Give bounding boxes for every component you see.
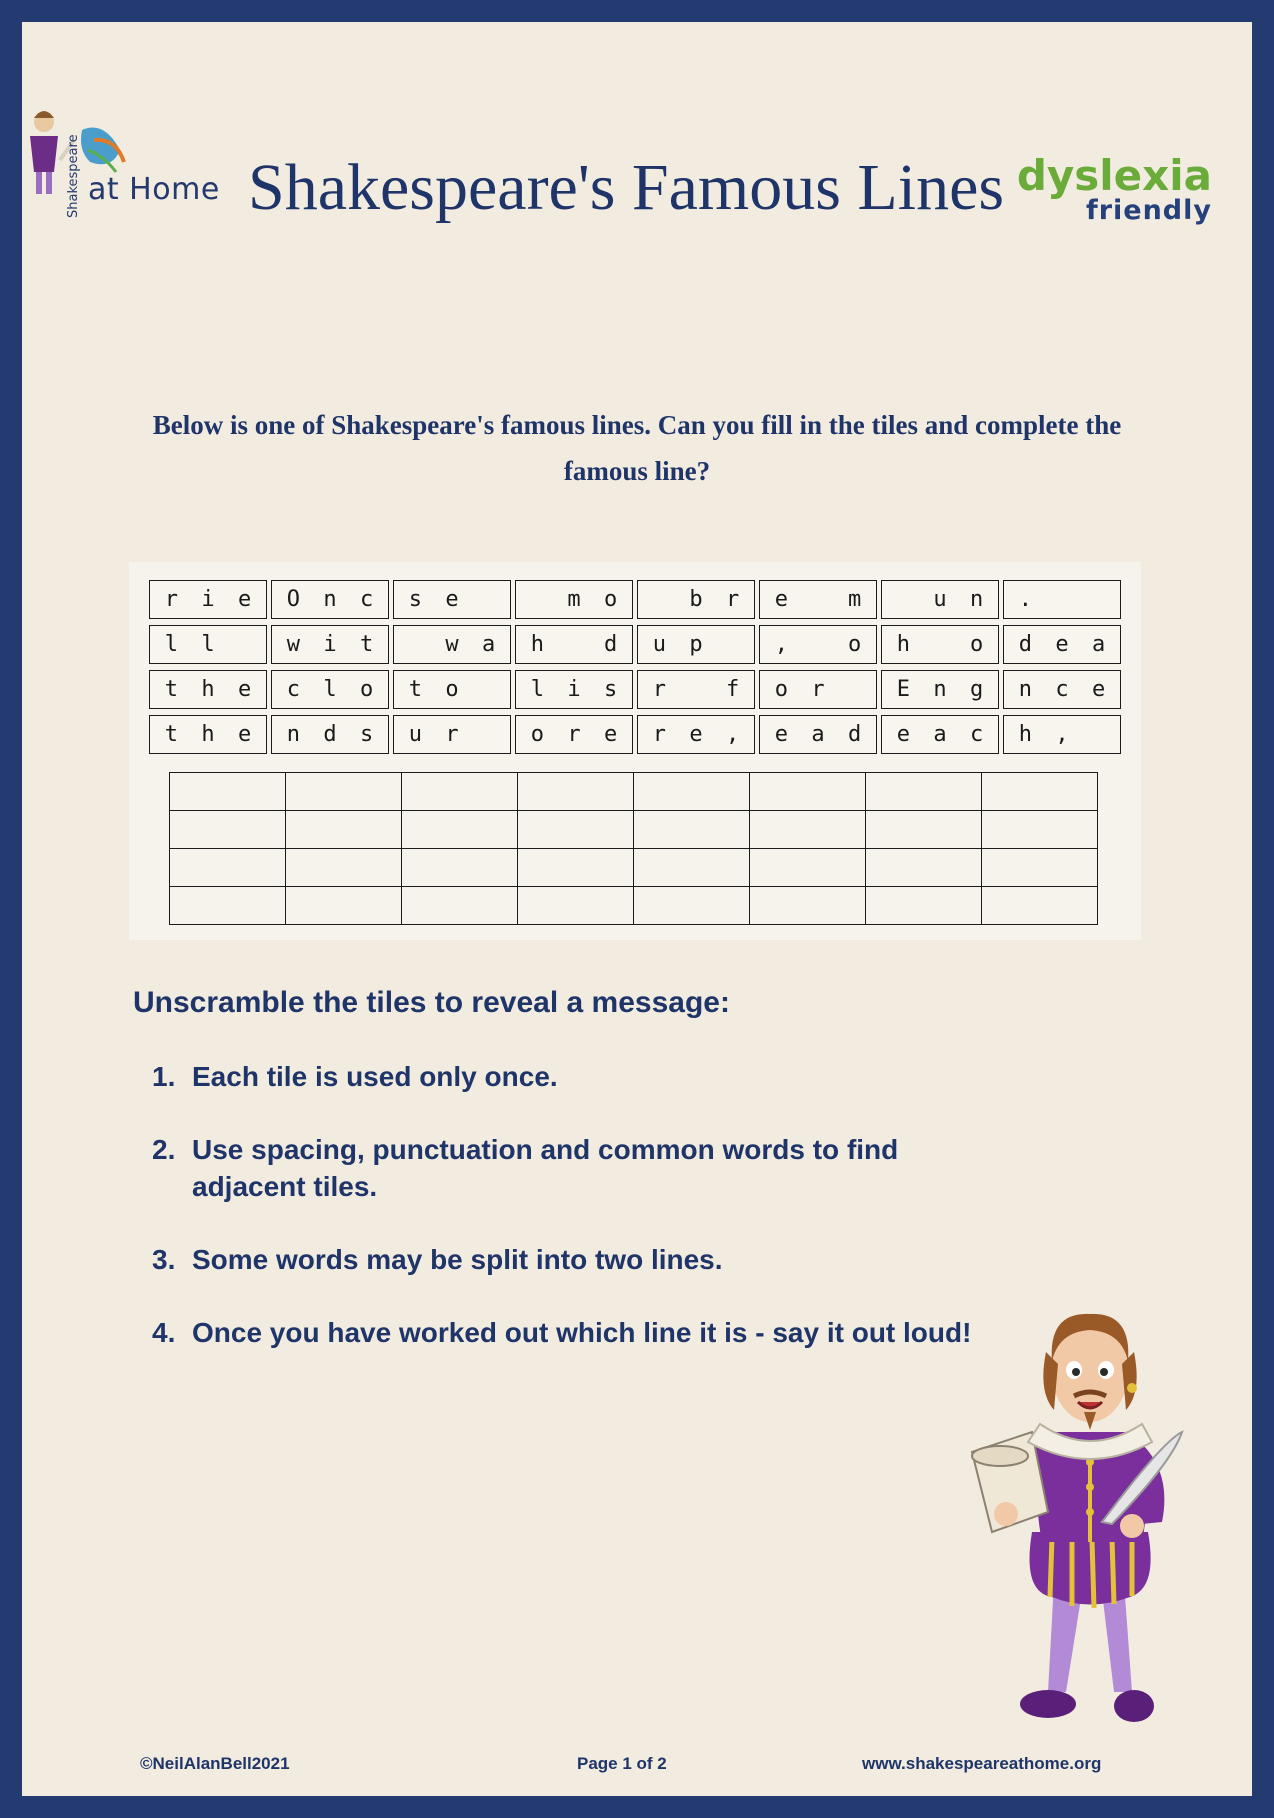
instructions-list	[152, 1058, 972, 1387]
letter-tile[interactable]	[393, 715, 511, 754]
letter-tile[interactable]	[881, 580, 999, 619]
answer-cell[interactable]	[634, 773, 750, 811]
tile-letter: t	[408, 677, 422, 702]
answer-cell[interactable]	[518, 887, 634, 925]
answer-cell[interactable]	[866, 811, 982, 849]
answer-cell[interactable]	[402, 849, 518, 887]
tile-letter: h	[201, 722, 215, 747]
shakespeare-character-illustration	[962, 1292, 1222, 1732]
tile-letter: e	[774, 587, 788, 612]
answer-cell[interactable]	[982, 887, 1098, 925]
instruction-number: 2.	[152, 1134, 176, 1165]
tile-letter: s	[408, 587, 422, 612]
answer-row	[170, 811, 1098, 849]
answer-cell[interactable]	[286, 849, 402, 887]
tile-letter: r	[445, 722, 459, 747]
letter-tile[interactable]	[1003, 715, 1121, 754]
tile-letter: d	[1018, 632, 1032, 657]
letter-tile[interactable]	[881, 715, 999, 754]
tile-letter: p	[689, 632, 703, 657]
tile-letter: h	[896, 632, 910, 657]
answer-cell[interactable]	[170, 849, 286, 887]
tile-letter: e	[238, 722, 252, 747]
tile-letter: n	[970, 587, 984, 612]
tile-letter: r	[567, 722, 581, 747]
answer-cell[interactable]	[518, 773, 634, 811]
letter-tile[interactable]	[515, 580, 633, 619]
shakespeare-figure-icon	[24, 100, 252, 230]
letter-tile[interactable]	[637, 580, 755, 619]
instruction-number: 1.	[152, 1061, 176, 1092]
tile-letter: e	[1055, 632, 1069, 657]
instruction-text: Once you have worked out which line it is - say it out loud!	[192, 1317, 972, 1348]
answer-cell[interactable]	[982, 849, 1098, 887]
letter-tile[interactable]	[515, 715, 633, 754]
tile-letter: l	[323, 677, 337, 702]
answer-cell[interactable]	[982, 811, 1098, 849]
tile-letter: u	[408, 722, 422, 747]
answer-cell[interactable]	[634, 811, 750, 849]
instruction-item	[152, 1131, 972, 1205]
tile-letter: c	[970, 722, 984, 747]
logo-text: at Home	[88, 172, 220, 207]
tile-letter: e	[238, 677, 252, 702]
letter-tile[interactable]	[393, 625, 511, 664]
tile-letter: s	[604, 677, 618, 702]
letter-tile[interactable]	[759, 670, 877, 709]
tile-letter: o	[970, 632, 984, 657]
tile-letter: E	[896, 677, 910, 702]
answer-cell[interactable]	[982, 773, 1098, 811]
instruction-text: Each tile is used only once.	[192, 1061, 558, 1092]
letter-tile[interactable]	[393, 580, 511, 619]
answer-cell[interactable]	[518, 849, 634, 887]
answer-cell[interactable]	[286, 887, 402, 925]
tile-letter: O	[286, 587, 300, 612]
answer-cell[interactable]	[518, 811, 634, 849]
tile-letter: i	[201, 587, 215, 612]
answer-cell[interactable]	[866, 849, 982, 887]
tile-letter: e	[1092, 677, 1106, 702]
tile-letter: d	[848, 722, 862, 747]
tile-letter: t	[360, 632, 374, 657]
tile-letter: u	[652, 632, 666, 657]
footer-copyright: ©NeilAlanBell2021	[140, 1754, 290, 1773]
letter-tile[interactable]	[637, 625, 755, 664]
tile-letter: a	[811, 722, 825, 747]
instruction-item	[152, 1241, 972, 1278]
answer-cell[interactable]	[402, 887, 518, 925]
tile-letter: r	[652, 722, 666, 747]
tile-letter: e	[604, 722, 618, 747]
tile-letter: r	[652, 677, 666, 702]
answer-cell[interactable]	[750, 887, 866, 925]
answer-row	[170, 773, 1098, 811]
letter-tile[interactable]	[393, 670, 511, 709]
letter-tile[interactable]	[759, 580, 877, 619]
instructions-title: Unscramble the tiles to reveal a message:	[133, 986, 730, 1019]
tile-letter: a	[933, 722, 947, 747]
tile-letter: l	[164, 632, 178, 657]
answer-cell[interactable]	[170, 811, 286, 849]
tile-letter: h	[201, 677, 215, 702]
letter-tile[interactable]	[637, 670, 755, 709]
tile-letter: e	[238, 587, 252, 612]
letter-tile[interactable]	[881, 670, 999, 709]
tile-letter: w	[445, 632, 459, 657]
answer-cell[interactable]	[750, 773, 866, 811]
letter-tile[interactable]	[1003, 580, 1121, 619]
instruction-text: Some words may be split into two lines.	[192, 1244, 723, 1275]
answer-cell[interactable]	[402, 773, 518, 811]
tile-letter: o	[604, 587, 618, 612]
tile-letter: w	[286, 632, 300, 657]
tile-letter: e	[445, 587, 459, 612]
tile-letter: i	[567, 677, 581, 702]
letter-tile[interactable]	[149, 625, 267, 664]
tile-letter: m	[848, 587, 862, 612]
answer-row	[170, 887, 1098, 925]
letter-tile[interactable]	[271, 670, 389, 709]
tile-letter: n	[323, 587, 337, 612]
letter-tile[interactable]	[271, 580, 389, 619]
tile-letter: t	[164, 677, 178, 702]
letter-tile[interactable]	[1003, 625, 1121, 664]
badge-line2: friendly	[1085, 195, 1212, 226]
intro-text: Below is one of Shakespeare's famous lines. Can you fill in the tiles and complete the famous line?	[152, 410, 1122, 486]
tile-letter: o	[848, 632, 862, 657]
tile-letter: e	[896, 722, 910, 747]
tile-letter: l	[201, 632, 215, 657]
letter-tile[interactable]	[759, 625, 877, 664]
tile-letter: h	[530, 632, 544, 657]
letter-tile[interactable]	[271, 715, 389, 754]
tile-letter: u	[933, 587, 947, 612]
tile-letter: r	[726, 587, 740, 612]
answer-cell[interactable]	[286, 773, 402, 811]
tile-letter: g	[970, 677, 984, 702]
answer-cell[interactable]	[634, 849, 750, 887]
tile-letter: ,	[1055, 722, 1069, 747]
answer-cell[interactable]	[170, 773, 286, 811]
answer-grid	[169, 772, 1098, 925]
answer-cell[interactable]	[170, 887, 286, 925]
tile-letter: c	[286, 677, 300, 702]
tile-letter: r	[811, 677, 825, 702]
tile-letter: o	[360, 677, 374, 702]
letter-tile[interactable]	[149, 580, 267, 619]
page-title: Shakespeare's Famous Lines	[248, 151, 1005, 224]
footer-website-link[interactable]: www.shakespeareathome.org	[862, 1754, 1102, 1773]
tile-letter: o	[445, 677, 459, 702]
instruction-item	[152, 1314, 972, 1351]
tile-letter: a	[1092, 632, 1106, 657]
shakespeare-at-home-logo	[24, 100, 252, 230]
letter-tile[interactable]	[881, 625, 999, 664]
tile-letter: e	[689, 722, 703, 747]
scrambled-tiles	[149, 580, 1121, 754]
tile-letter: n	[1018, 677, 1032, 702]
answer-cell[interactable]	[866, 887, 982, 925]
tile-letter: m	[567, 587, 581, 612]
tile-puzzle	[129, 562, 1141, 940]
tile-letter: d	[604, 632, 618, 657]
tile-letter: o	[530, 722, 544, 747]
letter-tile[interactable]	[759, 715, 877, 754]
answer-cell[interactable]	[286, 811, 402, 849]
answer-cell[interactable]	[402, 811, 518, 849]
answer-cell[interactable]	[866, 773, 982, 811]
tile-letter: s	[360, 722, 374, 747]
worksheet-page	[22, 22, 1252, 1796]
instruction-text: Use spacing, punctuation and common words to find adjacent tiles.	[192, 1134, 899, 1202]
letter-tile[interactable]	[515, 670, 633, 709]
badge-line1: dyslexia	[1016, 151, 1212, 200]
tile-letter: o	[774, 677, 788, 702]
logo-vertical-text: Shakespeare	[66, 134, 81, 218]
instruction-item	[152, 1058, 972, 1095]
dyslexia-friendly-badge	[1016, 151, 1212, 226]
letter-tile[interactable]	[515, 625, 633, 664]
letter-tile[interactable]	[1003, 670, 1121, 709]
tile-letter: ,	[726, 722, 740, 747]
instruction-number: 3.	[152, 1244, 176, 1275]
tile-letter: n	[286, 722, 300, 747]
answer-cell[interactable]	[750, 811, 866, 849]
tile-letter: t	[164, 722, 178, 747]
tile-letter: i	[323, 632, 337, 657]
tile-letter: a	[482, 632, 496, 657]
tile-letter: c	[1055, 677, 1069, 702]
tile-letter: ,	[774, 632, 788, 657]
tile-letter: d	[323, 722, 337, 747]
letter-tile[interactable]	[271, 625, 389, 664]
tile-letter: n	[933, 677, 947, 702]
tile-letter: .	[1018, 587, 1032, 612]
tile-letter: c	[360, 587, 374, 612]
tile-letter: l	[530, 677, 544, 702]
letter-tile[interactable]	[149, 670, 267, 709]
instruction-number: 4.	[152, 1317, 176, 1348]
tile-letter: f	[726, 677, 740, 702]
tile-letter: r	[164, 587, 178, 612]
footer-page-number: Page 1 of 2	[577, 1754, 667, 1773]
tile-letter: b	[689, 587, 703, 612]
letter-tile[interactable]	[149, 715, 267, 754]
answer-cell[interactable]	[750, 849, 866, 887]
letter-tile[interactable]	[637, 715, 755, 754]
answer-cell[interactable]	[634, 887, 750, 925]
answer-row	[170, 849, 1098, 887]
tile-letter: e	[774, 722, 788, 747]
tile-letter: h	[1018, 722, 1032, 747]
